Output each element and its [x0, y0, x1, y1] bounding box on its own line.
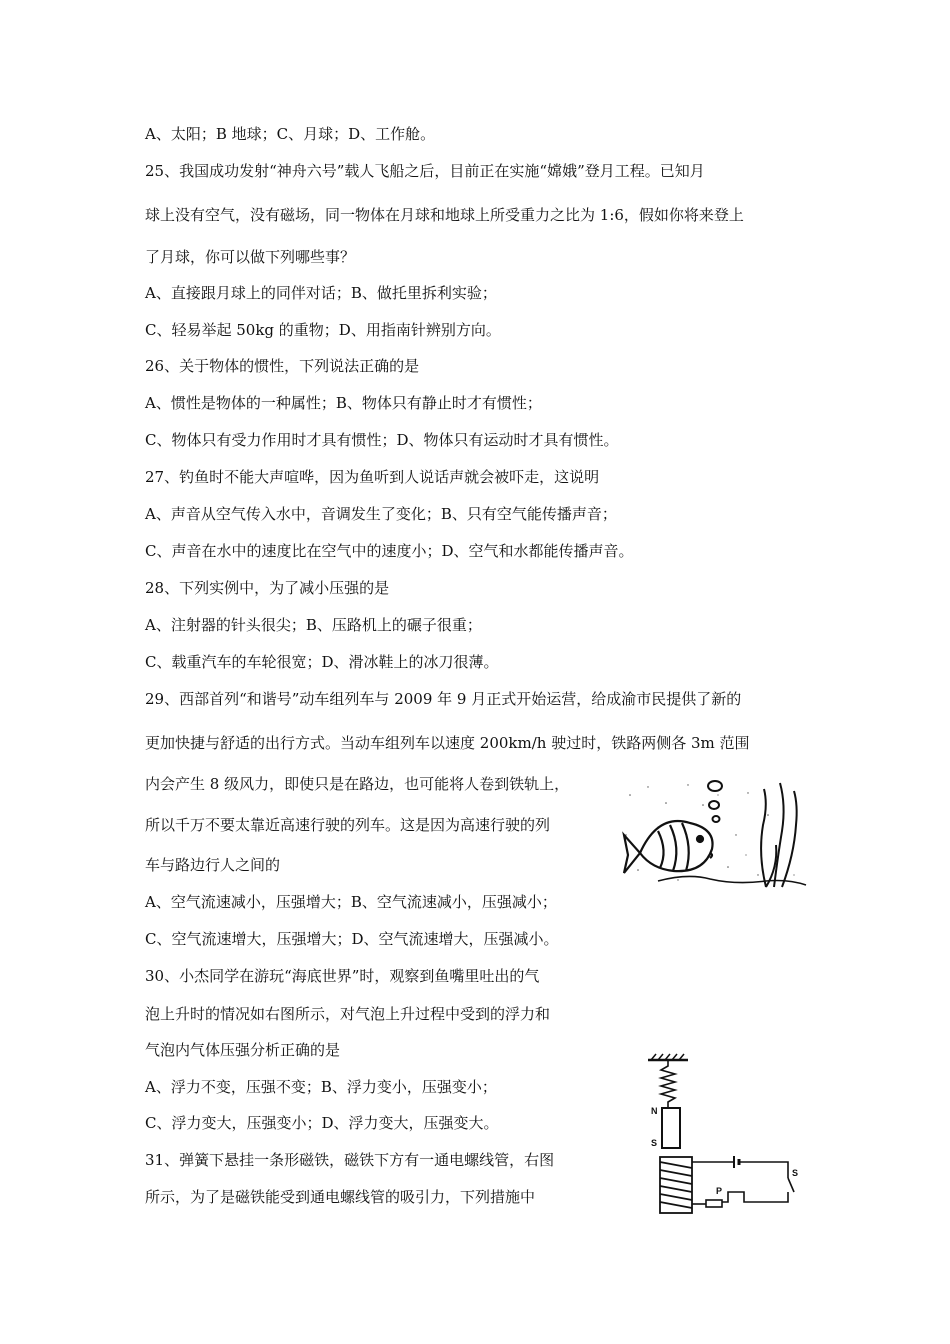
- solenoid-icon: [660, 1157, 692, 1213]
- magnet-south-label: S: [651, 1138, 658, 1148]
- q25-options-cd: C、轻易举起 50kg 的重物；D、用指南针辨别方向。: [145, 321, 501, 339]
- rheostat-icon: [706, 1200, 722, 1207]
- q29-stem-line-5: 车与路边行人之间的: [145, 856, 281, 874]
- q25-stem-line-3: 了月球，你可以做下列哪些事？: [145, 248, 356, 266]
- q24-options: A、太阳；B 地球；C、月球；D、工作舱。: [145, 125, 436, 143]
- solenoid-circuit-figure: [648, 1052, 808, 1224]
- q28-stem: 28、下列实例中，为了减小压强的是: [145, 579, 390, 597]
- fish-icon: [624, 821, 713, 873]
- q31-stem-line-1: 31、弹簧下悬挂一条形磁铁，磁铁下方有一通电螺线管，右图: [145, 1151, 555, 1169]
- q27-stem: 27、钓鱼时不能大声喧哗，因为鱼听到人说话声就会被吓走，这说明: [145, 468, 600, 486]
- q25-options-ab: A、直接跟月球上的同伴对话；B、做托里拆利实验；: [145, 284, 497, 302]
- q30-stem-line-2: 泡上升时的情况如右图所示，对气泡上升过程中受到的浮力和: [145, 1005, 551, 1023]
- q26-options-ab: A、惯性是物体的一种属性；B、物体只有静止时才有惯性；: [145, 394, 542, 412]
- q28-options-ab: A、注射器的针头很尖；B、压路机上的碾子很重；: [145, 616, 482, 634]
- slider-label: P: [716, 1186, 723, 1196]
- q30-stem-line-3: 气泡内气体压强分析正确的是: [145, 1041, 341, 1059]
- switch-label: S: [792, 1168, 799, 1178]
- q27-options-ab: A、声音从空气传入水中，音调发生了变化；B、只有空气能传播声音；: [145, 505, 617, 523]
- spring-icon: [661, 1060, 675, 1108]
- q29-options-ab: A、空气流速减小，压强增大；B、空气流速减小，压强减小；: [145, 893, 557, 911]
- bubble-icon: [708, 781, 722, 822]
- q29-options-cd: C、空气流速增大，压强增大；D、空气流速增大，压强减小。: [145, 930, 559, 948]
- q26-stem: 26、关于物体的惯性，下列说法正确的是: [145, 357, 420, 375]
- q28-options-cd: C、载重汽车的车轮很宽；D、滑冰鞋上的冰刀很薄。: [145, 653, 499, 671]
- q29-stem-line-1: 29、西部首列“和谐号”动车组列车与 2009 年 9 月正式开始运营，给成渝市民提供了新的: [145, 690, 742, 708]
- q30-stem-line-1: 30、小杰同学在游玩“海底世界”时，观察到鱼嘴里吐出的气: [145, 967, 540, 985]
- bar-magnet: [662, 1108, 680, 1148]
- q25-stem-line-1: 25、我国成功发射“神舟六号”载人飞船之后，目前正在实施“嫦娥”登月工程。已知月: [145, 162, 705, 180]
- q29-stem-line-2: 更加快捷与舒适的出行方式。当动车组列车以速度 200km/h 驶过时，铁路两侧各 3m 范围: [145, 734, 750, 752]
- q25-stem-line-2: 球上没有空气，没有磁场，同一物体在月球和地球上所受重力之比为 1:6，假如你将来登上: [145, 206, 744, 224]
- fish-bubbles-figure: [618, 775, 808, 893]
- switch-icon: [788, 1178, 794, 1192]
- q26-options-cd: C、物体只有受力作用时才具有惯性；D、物体只有运动时才具有惯性。: [145, 431, 619, 449]
- q29-stem-line-3: 内会产生 8 级风力，即使只是在路边，也可能将人卷到铁轨上，: [145, 775, 570, 793]
- seaweed-icon: [761, 783, 797, 887]
- q30-options-ab: A、浮力不变，压强不变；B、浮力变小，压强变小；: [145, 1078, 497, 1096]
- ceiling-support: [648, 1054, 688, 1060]
- q29-stem-line-4: 所以千万不要太靠近高速行驶的列车。这是因为高速行驶的列: [145, 816, 551, 834]
- q30-options-cd: C、浮力变大，压强变小；D、浮力变大，压强变大。: [145, 1114, 499, 1132]
- magnet-north-label: N: [651, 1106, 658, 1116]
- circuit-wires: [692, 1156, 788, 1204]
- q31-stem-line-2: 所示，为了是磁铁能受到通电螺线管的吸引力，下列措施中: [145, 1188, 536, 1206]
- q27-options-cd: C、声音在水中的速度比在空气中的速度小；D、空气和水都能传播声音。: [145, 542, 634, 560]
